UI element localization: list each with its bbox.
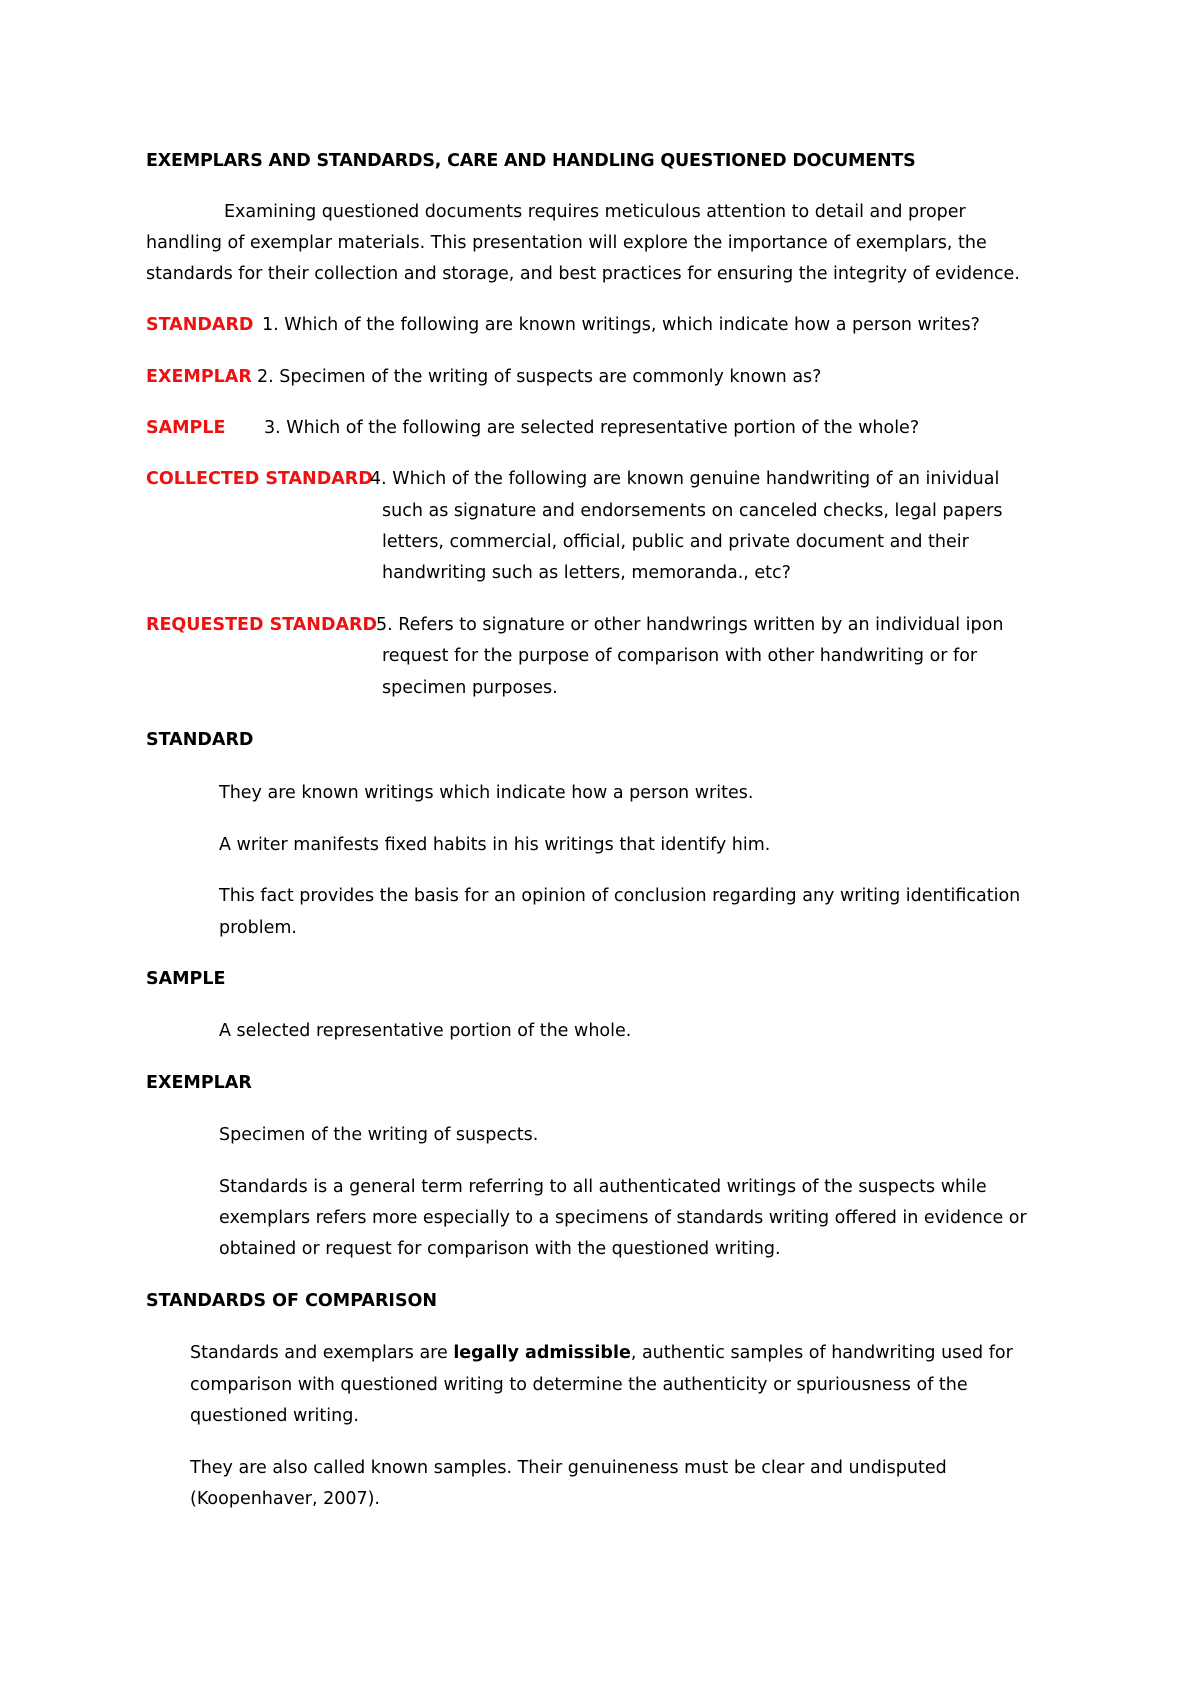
text-segment: Standards and exemplars are — [190, 1343, 454, 1363]
section-text: They are also called known samples. Their genuineness must be clear and undisputed — [190, 1458, 947, 1478]
section-text: obtained or request for comparison with the questioned writing. — [219, 1239, 781, 1259]
section-text: questioned writing. — [190, 1406, 359, 1426]
section-heading: SAMPLE — [146, 969, 226, 989]
section-text — [190, 1345, 1013, 1363]
question-text: 2. Specimen of the writing of suspects are commonly known as? — [257, 367, 822, 387]
intro-line: standards for their collection and storage, and best practices for ensuring the integrity of evidence. — [146, 264, 1020, 284]
section-text: Specimen of the writing of suspects. — [219, 1125, 539, 1145]
section-heading: STANDARD — [146, 730, 254, 750]
intro-line: Examining questioned documents requires meticulous attention to detail and proper — [224, 202, 966, 222]
section-text: exemplars refers more especially to a specimens of standards writing offered in evidence or — [219, 1208, 1027, 1228]
answer-label: COLLECTED STANDARD — [146, 469, 373, 489]
question-text: such as signature and endorsements on canceled checks, legal papers — [382, 501, 1003, 521]
question-text: 5. Refers to signature or other handwrings written by an individual ipon — [376, 615, 1004, 635]
section-text: A writer manifests fixed habits in his writings that identify him. — [219, 835, 771, 855]
answer-label: STANDARD — [146, 315, 254, 335]
question-text: specimen purposes. — [382, 678, 558, 698]
question-text: 1. Which of the following are known writings, which indicate how a person writes? — [262, 315, 980, 335]
section-heading: STANDARDS OF COMPARISON — [146, 1291, 438, 1311]
intro-line: handling of exemplar materials. This presentation will explore the importance of exemplars, the — [146, 233, 987, 253]
answer-label: EXEMPLAR — [146, 367, 252, 387]
text-segment: , authentic samples of handwriting used for — [630, 1343, 1013, 1363]
question-text: 4. Which of the following are known genuine handwriting of an inividual — [370, 469, 1000, 489]
question-text: 3. Which of the following are selected representative portion of the whole? — [264, 418, 920, 438]
answer-label: REQUESTED STANDARD — [146, 615, 378, 635]
section-text: (Koopenhaver, 2007). — [190, 1489, 380, 1509]
emphasis-text: legally admissible — [453, 1343, 631, 1363]
question-text: letters, commercial, official, public and private document and their — [382, 532, 969, 552]
section-text: They are known writings which indicate how a person writes. — [219, 783, 754, 803]
question-text: handwriting such as letters, memoranda., etc? — [382, 563, 791, 583]
document-title: EXEMPLARS AND STANDARDS, CARE AND HANDLING QUESTIONED DOCUMENTS — [146, 151, 916, 171]
section-text: This fact provides the basis for an opinion of conclusion regarding any writing identification — [219, 886, 1021, 906]
answer-label: SAMPLE — [146, 418, 226, 438]
question-text: request for the purpose of comparison with other handwriting or for — [382, 646, 978, 666]
section-text: comparison with questioned writing to determine the authenticity or spuriousness of the — [190, 1375, 968, 1395]
section-text: Standards is a general term referring to all authenticated writings of the suspects while — [219, 1177, 987, 1197]
section-heading: EXEMPLAR — [146, 1073, 252, 1093]
section-text: A selected representative portion of the whole. — [219, 1021, 632, 1041]
section-text: problem. — [219, 918, 297, 938]
